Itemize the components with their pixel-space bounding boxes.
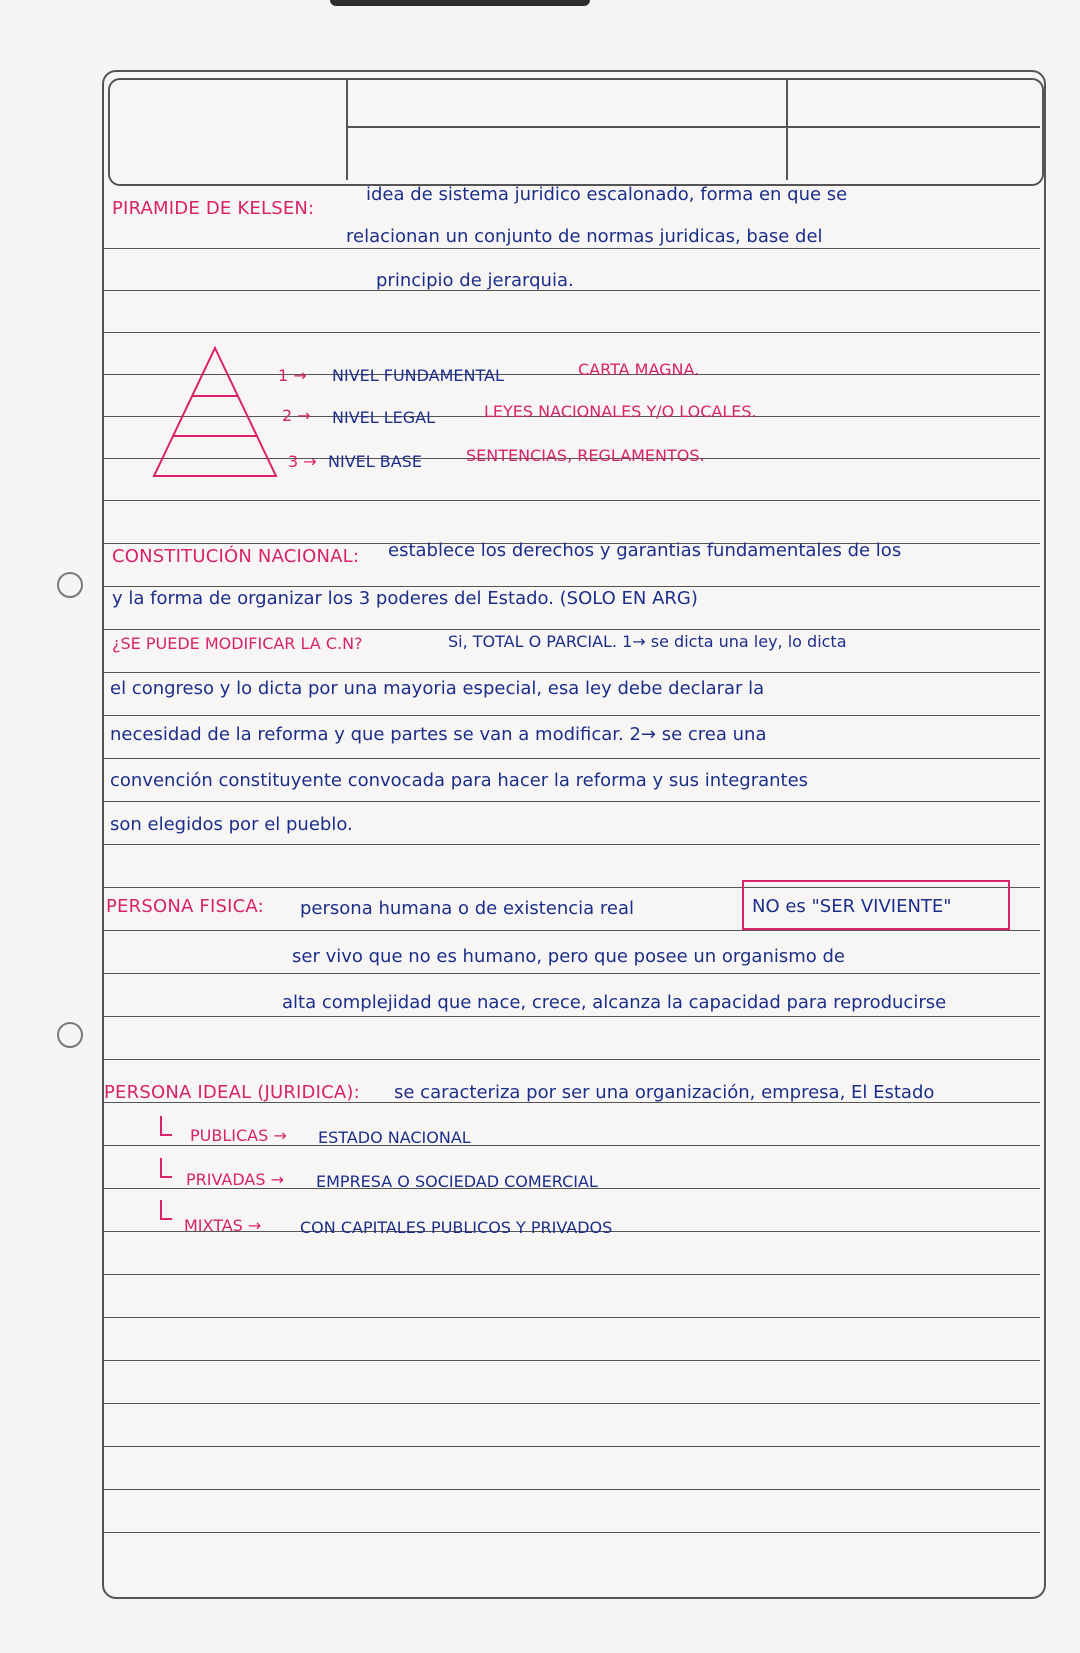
binder-hole-icon: [57, 572, 83, 598]
item-3-value: CON CAPITALES PUBLICOS Y PRIVADOS: [300, 1218, 613, 1237]
item-1-label: PUBLICAS →: [190, 1126, 287, 1145]
persona-ideal-title: PERSONA IDEAL (JURIDICA):: [104, 1082, 360, 1103]
level-2-num: 2 →: [282, 406, 311, 425]
level-2-name: NIVEL LEGAL: [332, 408, 436, 427]
constitucion-line-6: convención constituyente convocada para hacer la reforma y sus integrantes: [110, 770, 809, 791]
persona-fisica-title: PERSONA FISICA:: [106, 896, 264, 917]
kelsen-line-1: idea de sistema juridico escalonado, forma en que se: [366, 184, 848, 205]
kelsen-line-3: principio de jerarquia.: [376, 270, 574, 291]
item-2-label: PRIVADAS →: [186, 1170, 284, 1189]
level-2-value: LEYES NACIONALES Y/O LOCALES.: [484, 402, 757, 421]
item-3-label: MIXTAS →: [184, 1216, 262, 1235]
constitucion-title: CONSTITUCIÓN NACIONAL:: [112, 546, 360, 567]
constitucion-line-4: el congreso y lo dicta por una mayoria especial, esa ley debe declarar la: [110, 678, 765, 699]
persona-fisica-line-2: ser vivo que no es humano, pero que posee un organismo de: [292, 946, 846, 967]
level-3-num: 3 →: [288, 452, 317, 471]
constitucion-line-1: establece los derechos y garantias fundamentales de los: [388, 540, 902, 561]
top-shadow: [330, 0, 590, 6]
item-2-value: EMPRESA O SOCIEDAD COMERCIAL: [316, 1172, 598, 1191]
persona-fisica-line-3: alta complejidad que nace, crece, alcanza la capacidad para reproducirse: [282, 992, 947, 1013]
binder-hole-icon: [57, 1022, 83, 1048]
level-1-value: CARTA MAGNA.: [578, 360, 700, 379]
constitucion-line-7: son elegidos por el pueblo.: [110, 814, 353, 835]
level-3-name: NIVEL BASE: [328, 452, 422, 471]
pyramid-icon: [150, 344, 280, 480]
bend-arrow-icon: [160, 1200, 172, 1220]
level-1-num: 1 →: [278, 366, 307, 385]
constitucion-line-2: y la forma de organizar los 3 poderes del Estado. (SOLO EN ARG): [112, 588, 698, 609]
persona-fisica-boxed: NO es "SER VIVIENTE": [752, 896, 952, 917]
level-3-value: SENTENCIAS, REGLAMENTOS.: [466, 446, 705, 465]
constitucion-question: ¿SE PUEDE MODIFICAR LA C.N?: [112, 634, 363, 653]
header-box: [108, 78, 1044, 186]
bend-arrow-icon: [160, 1116, 172, 1136]
level-1-name: NIVEL FUNDAMENTAL: [332, 366, 504, 385]
item-1-value: ESTADO NACIONAL: [318, 1128, 471, 1147]
constitucion-answer: Si, TOTAL O PARCIAL. 1→ se dicta una ley, lo dicta: [448, 632, 847, 651]
constitucion-line-5: necesidad de la reforma y que partes se van a modificar. 2→ se crea una: [110, 724, 767, 745]
bend-arrow-icon: [160, 1158, 172, 1178]
persona-ideal-line-1: se caracteriza por ser una organización, empresa, El Estado: [394, 1082, 935, 1103]
kelsen-line-2: relacionan un conjunto de normas juridicas, base del: [346, 226, 823, 247]
persona-fisica-line-1: persona humana o de existencia real: [300, 898, 635, 919]
kelsen-title: PIRAMIDE DE KELSEN:: [112, 198, 315, 219]
